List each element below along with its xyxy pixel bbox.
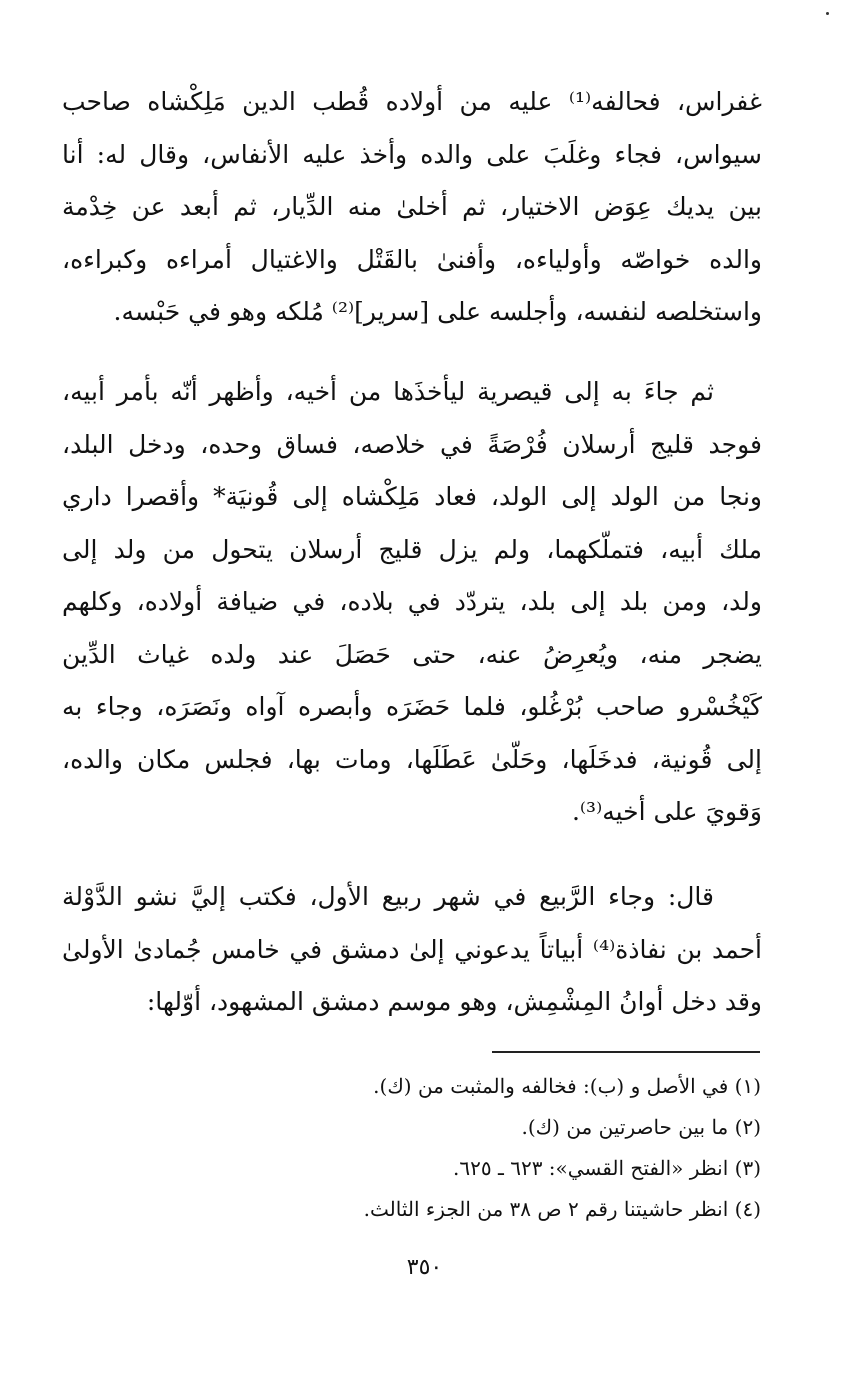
paragraph-1 [62, 76, 762, 339]
text-line: ولد، ومن بلد إلى بلد، يتردّد في بلاده، في ضيافة أولاده، وكلهم [62, 587, 762, 616]
text-line: فوجد قليج أرسلان فُرْصَةً في خلاصه، فساق وحده، ودخل البلد، [62, 429, 762, 459]
text-line: كَيْخُسْرو صاحب بُرْغُلو، فلما حَضَرَه وأبصره آواه ونَصَرَه، وجاء به [62, 692, 762, 721]
text-line: بين يديك عِوَض الاختيار، ثم أخلىٰ منه الدِّيار، ثم أبعد عن خِدْمة [62, 192, 763, 221]
text-line: قال: وجاء الرَّبيع في شهر ربيع الأول، فكتب إليَّ نشو الدَّوْلة [62, 882, 714, 911]
paragraph-3 [62, 871, 762, 1029]
text-line: يضجر منه، ويُعرِضُ عنه، حتى حَصَلَ عند ولده غياث الدِّين [62, 639, 762, 669]
footnote-divider [492, 1051, 760, 1053]
footnote-3: (٣) انظر «الفتح القسي»: ٦٢٣ ـ ٦٢٥. [453, 1156, 761, 1180]
text-line: ونجا من الولد إلى الولد، فعاد مَلِكْشاه إلى قُونيَة* وأقصرا داري [62, 482, 762, 511]
text-line: والده خواصّه وأولياءه، وأفنىٰ بالقَتْل والاغتيال أمراءه وكبراءه، [62, 244, 762, 274]
text-line: ملك أبيه، فتملّكهما، ولم يزل قليج أرسلان يتحول من ولد إلى [62, 534, 762, 564]
text-line: إلى قُونية، فدخَلَها، وحَلّىٰ عَطَلَها، ومات بها، فجلس مكان والده، [62, 744, 762, 774]
text-line: سيواس، فجاء وغلَبَ على والده وأخذ عليه الأنفاس، وقال له: أنا [62, 139, 762, 169]
footnotes [121, 1066, 761, 1230]
text-line: وقد دخل أوانُ المِشْمِش، وهو موسم دمشق المشهود، أوّلها: [146, 987, 762, 1016]
text-line: واستخلصه لنفسه، وأجلسه على [سرير]⁽²⁾ مُلكه وهو في حَبْسه. [113, 297, 762, 326]
footnote-1: (١) في الأصل و (ب): فخالفه والمثبت من (ك). [373, 1074, 761, 1098]
text-line: وَقويَ على أخيه⁽³⁾. [571, 797, 762, 826]
paragraph-2 [62, 366, 762, 839]
text-line: ثم جاءَ به إلى قيصرية ليأخذَها من أخيه، وأظهر أنّه بأمر أبيه، [62, 377, 714, 406]
scan-speck [826, 12, 829, 15]
page-number: ٣٥٠ [406, 1255, 443, 1280]
footnote-2: (٢) ما بين حاصرتين من (ك). [521, 1115, 761, 1139]
text-line: غفراس، فحالفه⁽¹⁾ عليه من أولاده قُطب الدين مَلِكْشاه صاحب [62, 87, 763, 116]
footnote-4: (٤) انظر حاشيتنا رقم ٢ ص ٣٨ من الجزء الثالث. [363, 1197, 761, 1221]
text-line: أحمد بن نفاذة⁽⁴⁾ أبياتاً يدعوني إلىٰ دمشق في خامس جُمادىٰ الأولىٰ [62, 934, 763, 964]
